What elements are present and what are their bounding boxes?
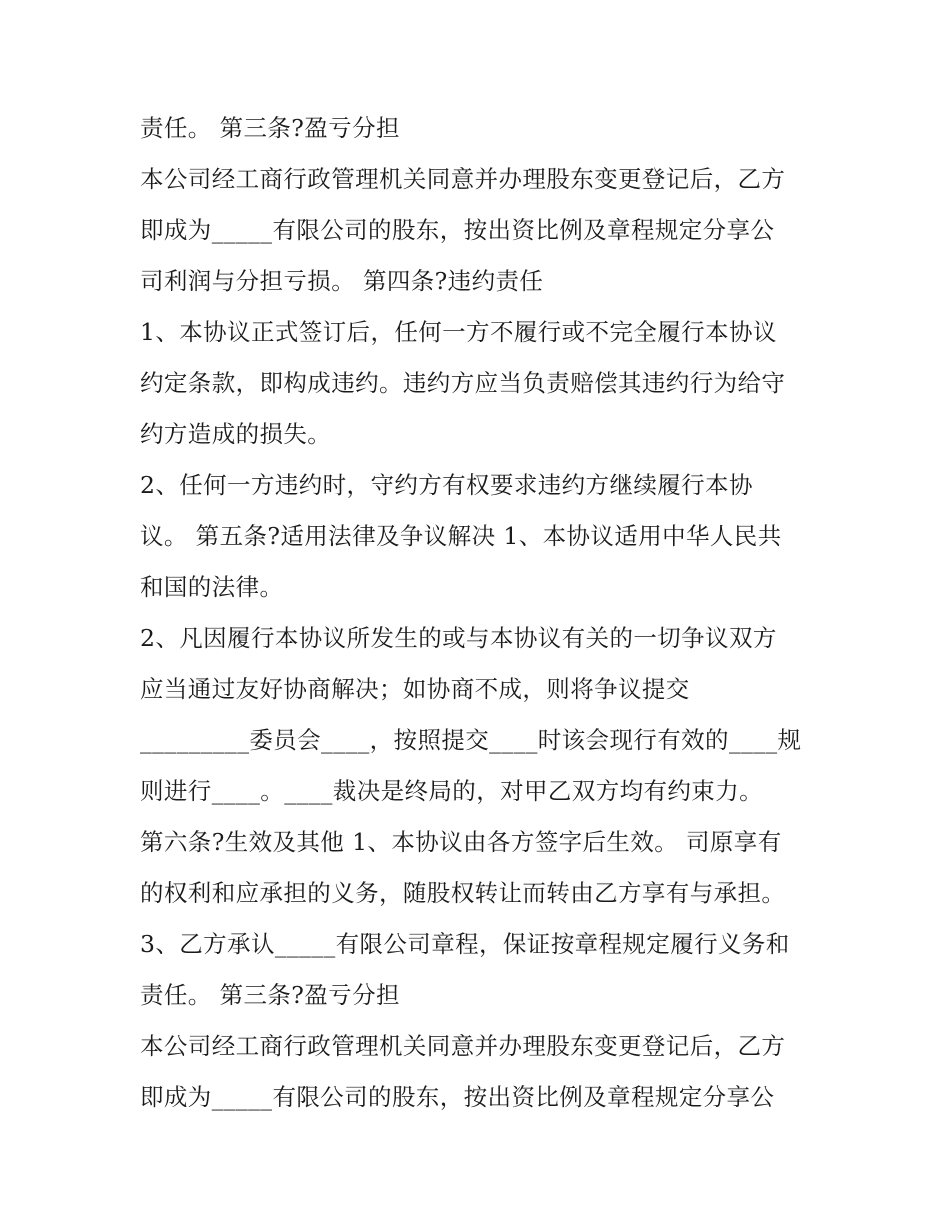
text-line: 和国的法律。: [140, 573, 284, 601]
text-line: 3、乙方承认_____有限公司章程，保证按章程规定履行义务和: [140, 930, 790, 958]
document-body: [140, 107, 820, 1127]
text-line: 本公司经工商行政管理机关同意并办理股东变更登记后，乙方: [140, 1032, 786, 1060]
text-line: 责任。 第三条?盈亏分担: [140, 981, 400, 1009]
text-line: 责任。 第三条?盈亏分担: [140, 114, 400, 142]
text-line: _________委员会____，按照提交____时该会现行有效的____规: [140, 726, 802, 754]
text-line: 应当通过友好协商解决；如协商不成，则将争议提交: [140, 675, 690, 703]
text-line: 1、本协议正式签订后，任何一方不履行或不完全履行本协议: [140, 318, 777, 346]
text-line: 第六条?生效及其他 1、本协议由各方签字后生效。 司原享有: [140, 828, 782, 856]
text-line: 约方造成的损失。: [140, 420, 332, 448]
text-line: 2、凡因履行本协议所发生的或与本协议有关的一切争议双方: [140, 624, 777, 652]
text-line: 司利润与分担亏损。 第四条?违约责任: [140, 267, 544, 295]
text-line: 即成为_____有限公司的股东，按出资比例及章程规定分享公: [140, 1083, 775, 1111]
text-line: 2、任何一方违约时，守约方有权要求违约方继续履行本协: [140, 471, 753, 499]
text-line: 即成为_____有限公司的股东，按出资比例及章程规定分享公: [140, 216, 775, 244]
text-line: 本公司经工商行政管理机关同意并办理股东变更登记后，乙方: [140, 165, 786, 193]
text-line: 约定条款，即构成违约。违约方应当负责赔偿其违约行为给守: [140, 369, 786, 397]
text-line: 则进行____。____裁决是终局的，对甲乙双方均有约束力。: [140, 777, 763, 805]
text-line: 的权利和应承担的义务，随股权转让而转由乙方享有与承担。: [140, 879, 786, 907]
text-line: 议。 第五条?适用法律及争议解决 1、本协议适用中华人民共: [140, 522, 782, 550]
